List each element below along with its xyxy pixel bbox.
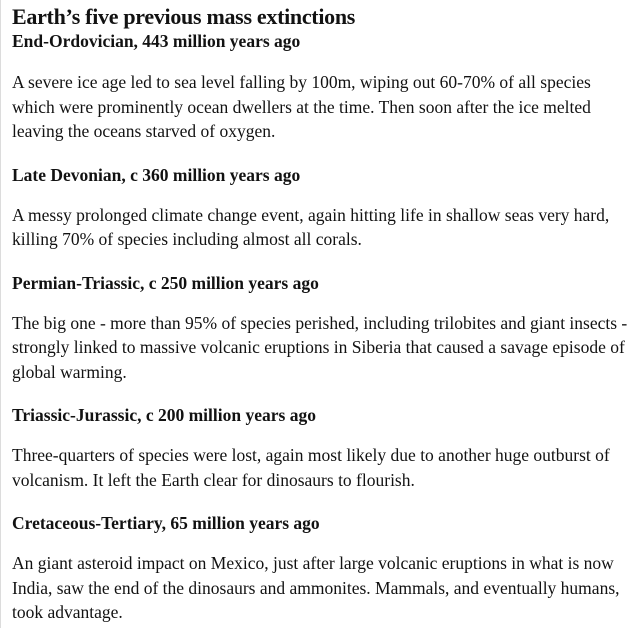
event-text-end-ordovician: A severe ice age led to sea level falling by 100m, wiping out 60-70% of all species which were prominently ocean dwellers at the time. Then soon after the ice melted leaving the oceans starved of oxygen.: [12, 72, 591, 141]
event-heading-triassic-jurassic: Triassic-Jurassic, c 200 million years ago: [12, 405, 316, 425]
event-heading-permian-triassic: Permian-Triassic, c 250 million years ago: [12, 272, 319, 293]
event-text-triassic-jurassic: Three-quarters of species were lost, again most likely due to another huge outburst of volcanism. It left the Earth clear for dinosaurs to flourish.: [12, 445, 610, 490]
event-heading-end-ordovician: End-Ordovician, 443 million years ago: [12, 31, 301, 51]
event-text-late-devonian: A messy prolonged climate change event, again hitting life in shallow seas very hard, killing 70% of species including almost all corals.: [12, 204, 610, 249]
event-heading-cretaceous-tertiary: Cretaceous-Tertiary, 65 million years ago: [12, 513, 320, 533]
extinctions-article: [1, 0, 640, 625]
event-heading-late-devonian: Late Devonian, c 360 million years ago: [12, 164, 301, 185]
event-text-permian-triassic: The big one - more than 95% of species perished, including trilobites and giant insects - strongly linked to massive volcanic eruptions in Siberia that caused a savage episode of global warming.: [12, 312, 628, 382]
page-title: Earth’s five previous mass extinctions: [12, 4, 356, 29]
event-text-cretaceous-tertiary: An giant asteroid impact on Mexico, just after large volcanic eruptions in what is now India, saw the end of the dinosaurs and ammonites. Mammals, and eventually humans, took advantage.: [12, 553, 620, 622]
